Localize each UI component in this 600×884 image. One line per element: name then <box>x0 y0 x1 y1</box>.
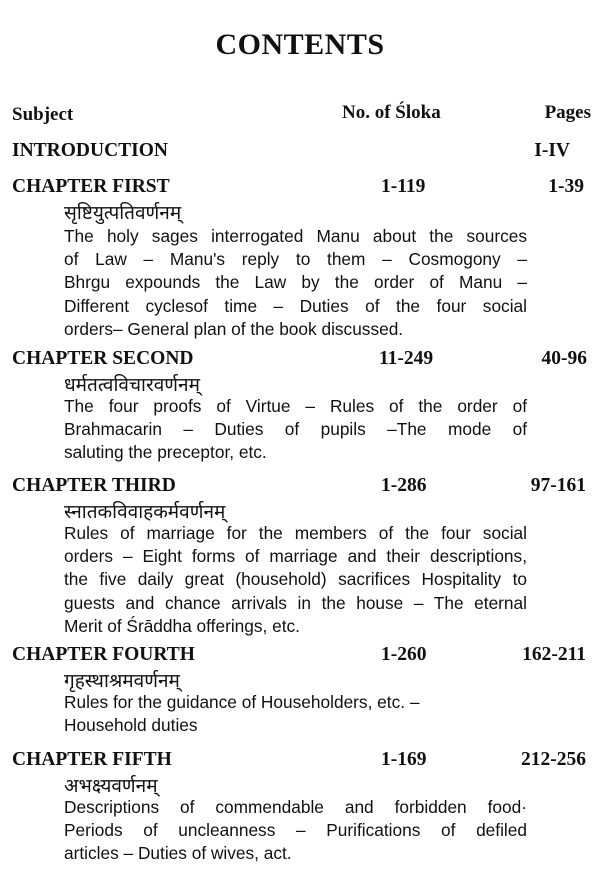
description-line: Rules of marriage for the members of the four social <box>64 523 527 543</box>
description-line: Merit of Śrāddha offerings, etc. <box>64 615 300 636</box>
description-line: the five daily great (household) sacrifices Hospitality to <box>64 569 527 590</box>
chapter-sanskrit-title: धर्मतत्वविचारवर्णनम् <box>64 374 200 396</box>
chapter-pages: 97-161 <box>530 475 586 496</box>
description-line: The holy sages interrogated Manu about the sources <box>64 226 527 246</box>
description-line: orders – Eight forms of marriage and their descriptions, <box>64 546 527 567</box>
chapter-description <box>64 691 527 737</box>
description-line: Household duties <box>64 715 198 736</box>
entry-pages: I-IV <box>534 140 570 161</box>
chapter-title: CHAPTER THIRD <box>12 475 176 496</box>
description-line: Bhrgu expounds the Law by the order of Manu – <box>64 272 527 293</box>
description-line: The four proofs of Virtue – Rules of the order of <box>64 396 527 416</box>
chapter-pages: 212-256 <box>521 749 586 770</box>
chapter-description <box>64 225 527 341</box>
description-line: Rules for the guidance of Householders, etc. – <box>64 692 420 712</box>
chapter-pages: 1-39 <box>548 176 584 197</box>
chapter-sloka-range: 1-260 <box>381 644 427 665</box>
chapter-description <box>64 796 527 866</box>
description-line: saluting the preceptor, etc. <box>64 442 267 463</box>
chapter-sanskrit-title: स्नातकविवाहकर्मवर्णनम् <box>64 501 226 523</box>
chapter-title: CHAPTER FIFTH <box>12 749 172 770</box>
description-line: guests and chance arrivals in the house – The eternal <box>64 592 527 613</box>
description-line: Different cyclesof time – Duties of the four social <box>64 295 527 316</box>
chapter-title: CHAPTER SECOND <box>12 348 194 369</box>
column-header-subject: Subject <box>12 104 74 125</box>
chapter-pages: 162-211 <box>522 644 586 665</box>
description-line: Brahmacarin – Duties of pupils –The mode of <box>64 419 527 440</box>
column-header-sloka: No. of Śloka <box>342 102 441 123</box>
description-line: of Law – Manu's reply to them – Cosmogony – <box>64 249 527 270</box>
description-line: Periods of uncleanness – Purifications of defiled <box>64 820 527 841</box>
chapter-title: CHAPTER FOURTH <box>12 644 195 665</box>
chapter-sloka-range: 11-249 <box>379 348 434 369</box>
chapter-pages: 40-96 <box>541 348 587 369</box>
chapter-sanskrit-title: सृष्टियुत्पतिवर्णनम् <box>64 202 182 224</box>
description-line: articles – Duties of wives, act. <box>64 843 292 864</box>
chapter-sloka-range: 1-119 <box>381 176 426 197</box>
description-line: orders– General plan of the book discussed. <box>64 318 404 339</box>
chapter-description <box>64 395 527 465</box>
chapter-sloka-range: 1-286 <box>381 475 427 496</box>
chapter-sloka-range: 1-169 <box>381 749 427 770</box>
column-header-pages: Pages <box>544 102 591 123</box>
chapter-sanskrit-title: अभक्ष्यवर्णनम् <box>64 775 158 797</box>
chapter-title: CHAPTER FIRST <box>12 176 170 197</box>
chapter-description <box>64 522 527 638</box>
description-line: Descriptions of commendable and forbidden food· <box>64 797 527 817</box>
entry-title: INTRODUCTION <box>12 140 169 161</box>
page-title: CONTENTS <box>215 28 385 61</box>
chapter-sanskrit-title: गृहस्थाश्रमवर्णनम् <box>64 670 180 692</box>
